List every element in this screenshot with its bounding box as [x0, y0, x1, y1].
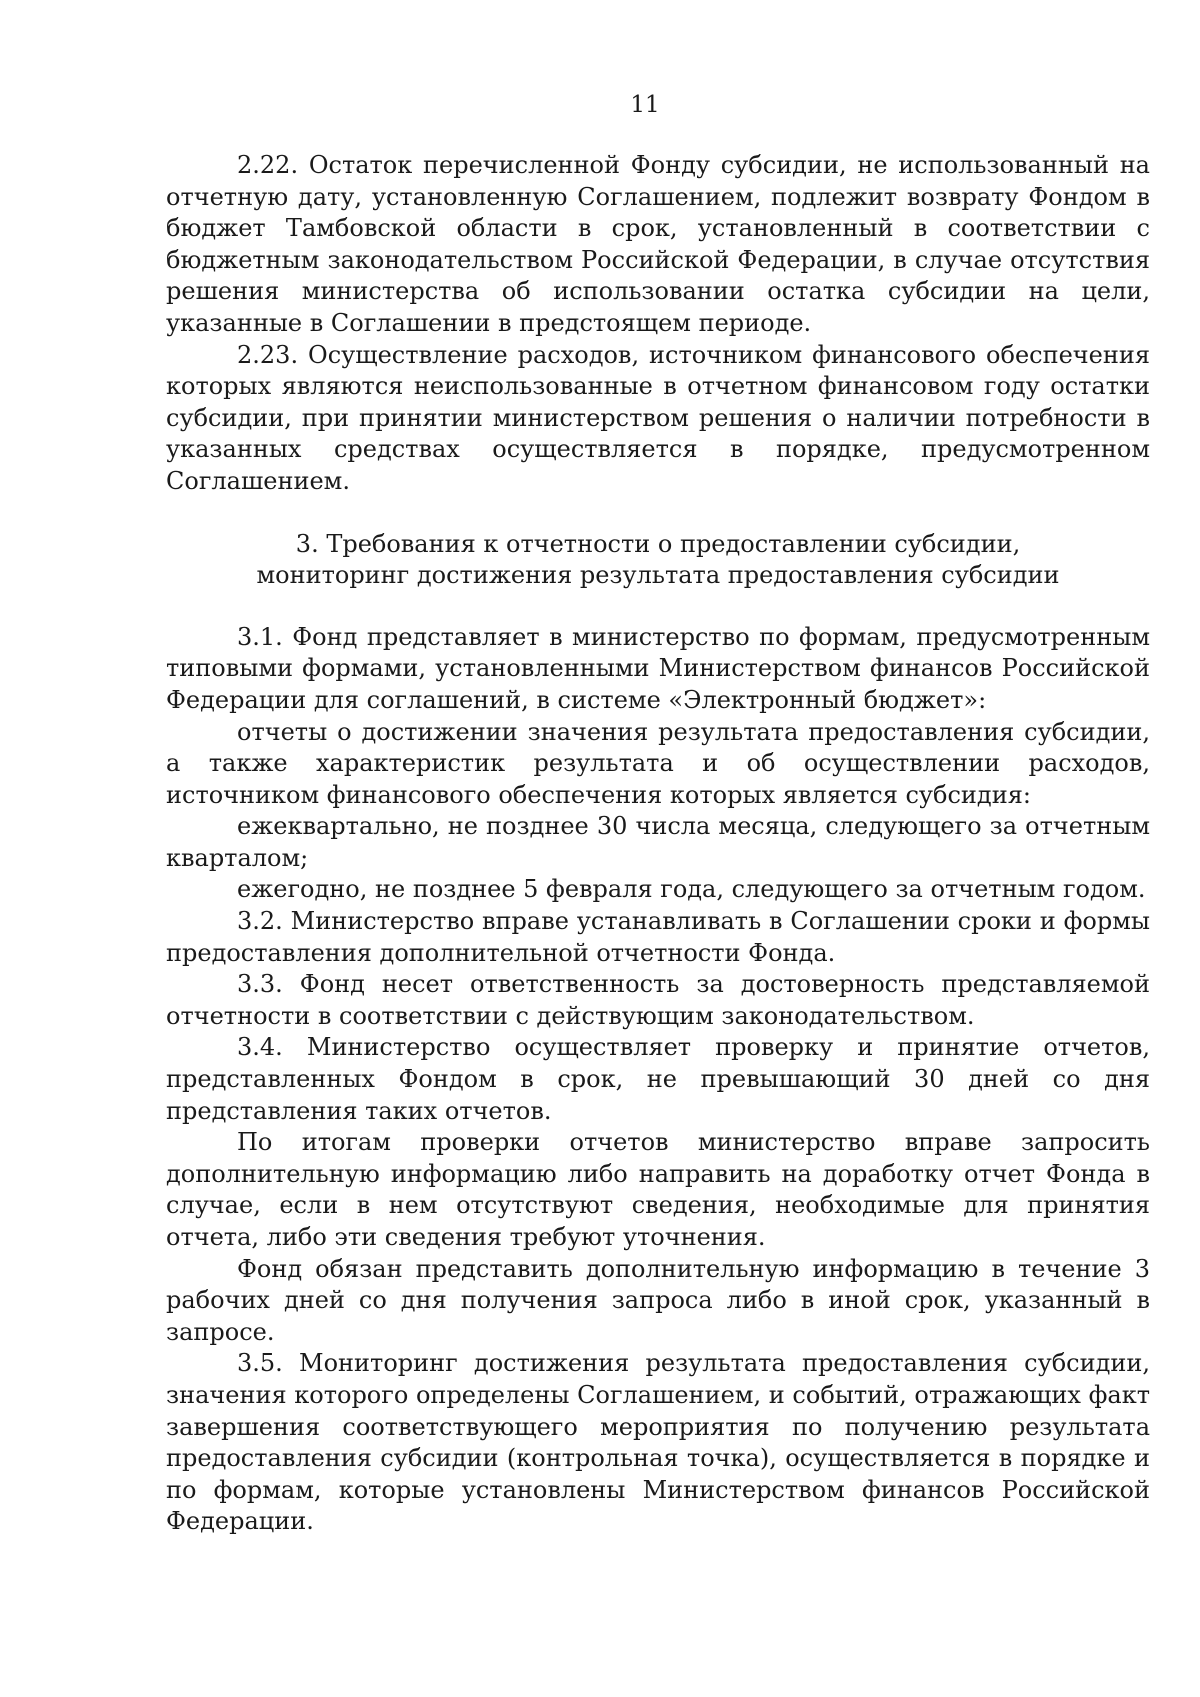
paragraph-3-4-review: По итогам проверки отчетов министерство вправе запросить дополнительную информацию либо направить на доработку отчет Фонда в случае, если в нем отсутствуют сведения, необходимые для принятия отчета, либо эти сведения требуют уточнения.: [166, 1128, 1150, 1251]
paragraph-3-3: 3.3. Фонд несет ответственность за достоверность представляемой отчетности в соответствии с действующим законодательством.: [166, 970, 1150, 1030]
section-3-heading-line1: 3. Требования к отчетности о предоставлении субсидии,: [295, 529, 1021, 558]
paragraph-3-4: 3.4. Министерство осуществляет проверку и принятие отчетов, представленных Фондом в срок, не превышающий 30 дней со дня представления таких отчетов.: [166, 1033, 1150, 1125]
paragraph-3-1-reports: отчеты о достижении значения результата предоставления субсидии, а также характеристик результата и об осуществлении расходов, источником финансового обеспечения которых является субсидия:: [166, 717, 1150, 809]
document-body: [166, 150, 1150, 1538]
section-3-heading: [166, 529, 1150, 592]
paragraph-3-1-annually: ежегодно, не позднее 5 февраля года, следующего за отчетным годом.: [237, 875, 1146, 904]
paragraph-3-1: 3.1. Фонд представляет в министерство по формам, предусмотренным типовыми формами, установленными Министерством финансов Российской Федерации для соглашений, в системе «Электронный бюджет»:: [166, 622, 1150, 714]
paragraph-3-5: 3.5. Мониторинг достижения результата предоставления субсидии, значения которого определены Соглашением, и событий, отражающих факт завершения соответствующего мероприятия по получению результата предоставления субсидии (контрольная точка), осуществляется в порядке и по формам, которые установлены Министерством финансов Российской Федерации.: [166, 1349, 1150, 1536]
paragraph-3-2: 3.2. Министерство вправе устанавливать в Соглашении сроки и формы предоставления дополнительной отчетности Фонда.: [166, 907, 1150, 967]
section-3-heading-line2: мониторинг достижения результата предоставления субсидии: [256, 561, 1060, 590]
paragraph-3-1-quarterly: ежеквартально, не позднее 30 числа месяца, следующего за отчетным кварталом;: [166, 812, 1150, 872]
page-number: 11: [630, 92, 660, 118]
paragraph-2-22: 2.22. Остаток перечисленной Фонду субсидии, не использованный на отчетную дату, установленную Соглашением, подлежит возврату Фондом в бюджет Тамбовской области в срок, установленный в соответствии с бюджетным законодательством Российской Федерации, в случае отсутствия решения министерства об использовании остатка субсидии на цели, указанные в Соглашении в предстоящем периоде.: [166, 151, 1150, 337]
paragraph-3-4-obligation: Фонд обязан представить дополнительную информацию в течение 3 рабочих дней со дня получения запроса либо в иной срок, указанный в запросе.: [166, 1254, 1150, 1346]
paragraph-2-23: 2.23. Осуществление расходов, источником финансового обеспечения которых являются неиспользованные в отчетном финансовом году остатки субсидии, при принятии министерством решения о наличии потребности в указанных средствах осуществляется в порядке, предусмотренном Соглашением.: [166, 340, 1150, 495]
